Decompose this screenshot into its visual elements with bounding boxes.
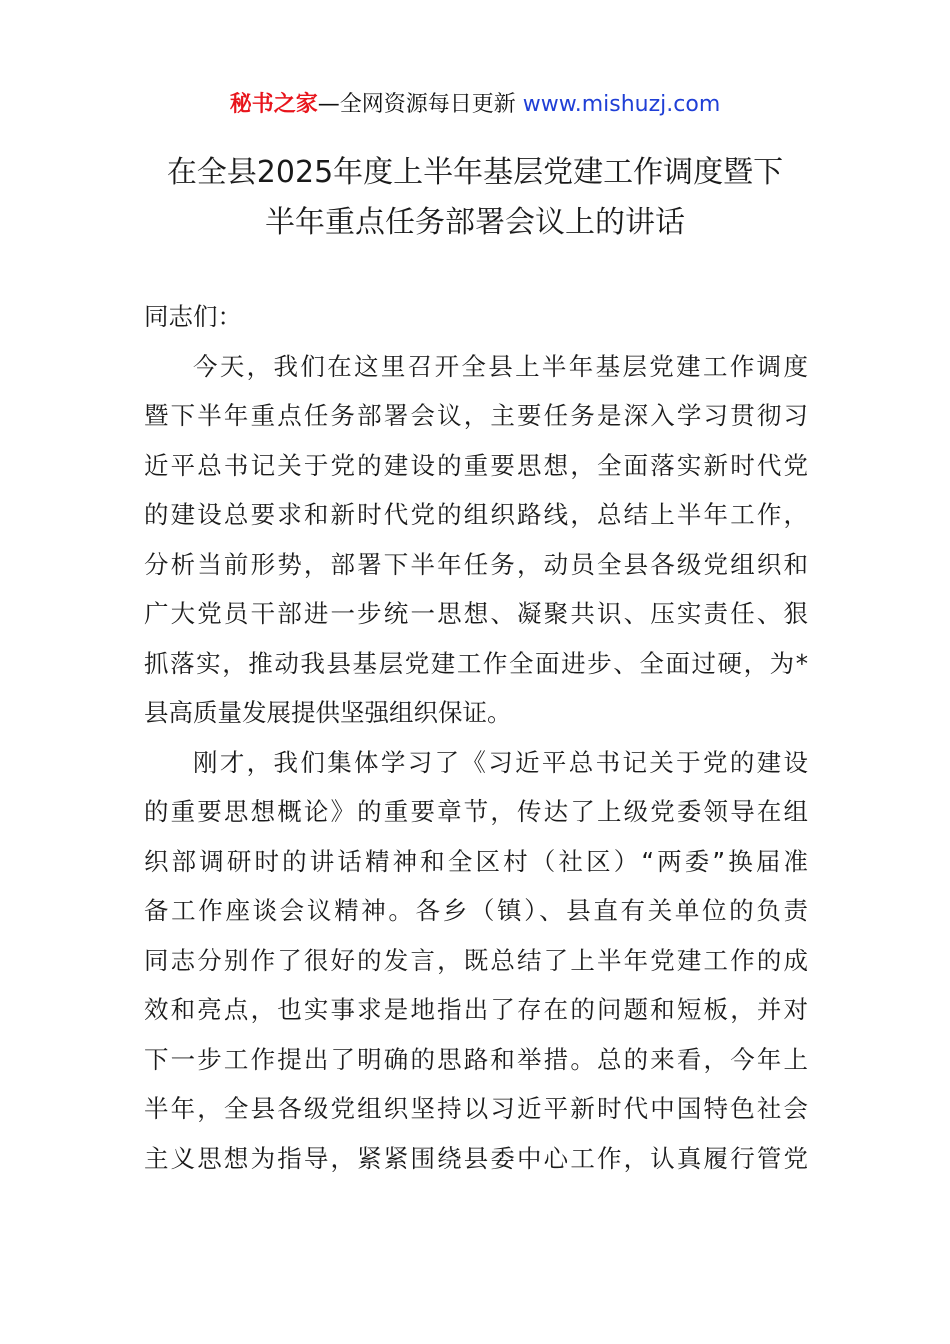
paragraph-1-line: 暨下半年重点任务部署会议，主要任务是深入学习贯彻习: [144, 401, 808, 430]
paragraph-2-line: 备工作座谈会议精神。各乡（镇）、县直有关单位的负责: [144, 896, 808, 925]
paragraph-2-line: 下一步工作提出了明确的思路和举措。总的来看，今年上: [144, 1044, 808, 1074]
salutation: 同志们：: [144, 302, 242, 331]
site-tagline: —全网资源每日更新: [317, 92, 523, 117]
paragraph-1-line: 的建设总要求和新时代党的组织路线，总结上半年工作，: [144, 500, 808, 529]
paragraph-2-line: 刚才，我们集体学习了《习近平总书记关于党的建设: [193, 747, 808, 777]
paragraph-1-line: 广大党员干部进一步统一思想、凝聚共识、压实责任、狠: [144, 599, 808, 628]
document-title: [100, 148, 850, 248]
paragraph-1-line: 分析当前形势，部署下半年任务，动员全县各级党组织和: [144, 549, 808, 579]
paragraph-2-line: 主义思想为指导，紧紧围绕县委中心工作，认真履行管党: [144, 1143, 808, 1173]
paragraph-1-line: 今天，我们在这里召开全县上半年基层党建工作调度: [193, 351, 808, 381]
paragraph-2-line: 的重要思想概论》的重要章节，传达了上级党委领导在组: [144, 797, 808, 826]
document-body: [144, 292, 808, 1183]
paragraph-2-line: 织部调研时的讲话精神和全区村（社区）“两委”换届准: [144, 846, 808, 876]
paragraph-2-line: 半年，全县各级党组织坚持以习近平新时代中国特色社会: [144, 1094, 808, 1123]
paragraph-1-line: 近平总书记关于党的建设的重要思想，全面落实新时代党: [144, 450, 808, 480]
title-line-2: 半年重点任务部署会议上的讲话: [265, 205, 685, 240]
paragraph-1-line: 抓落实，推动我县基层党建工作全面进步、全面过硬，为*: [144, 648, 808, 678]
paragraph-1-line: 县高质量发展提供坚强组织保证。: [144, 698, 512, 727]
title-line-1: 在全县2025年度上半年基层党建工作调度暨下: [166, 155, 784, 190]
paragraph-2-line: 效和亮点，也实事求是地指出了存在的问题和短板，并对: [144, 995, 808, 1024]
site-header: [0, 88, 950, 122]
site-url-link[interactable]: www.mishuzj.com: [522, 92, 721, 117]
paragraph-2-line: 同志分别作了很好的发言，既总结了上半年党建工作的成: [144, 945, 808, 975]
site-brand: 秘书之家: [229, 92, 318, 117]
